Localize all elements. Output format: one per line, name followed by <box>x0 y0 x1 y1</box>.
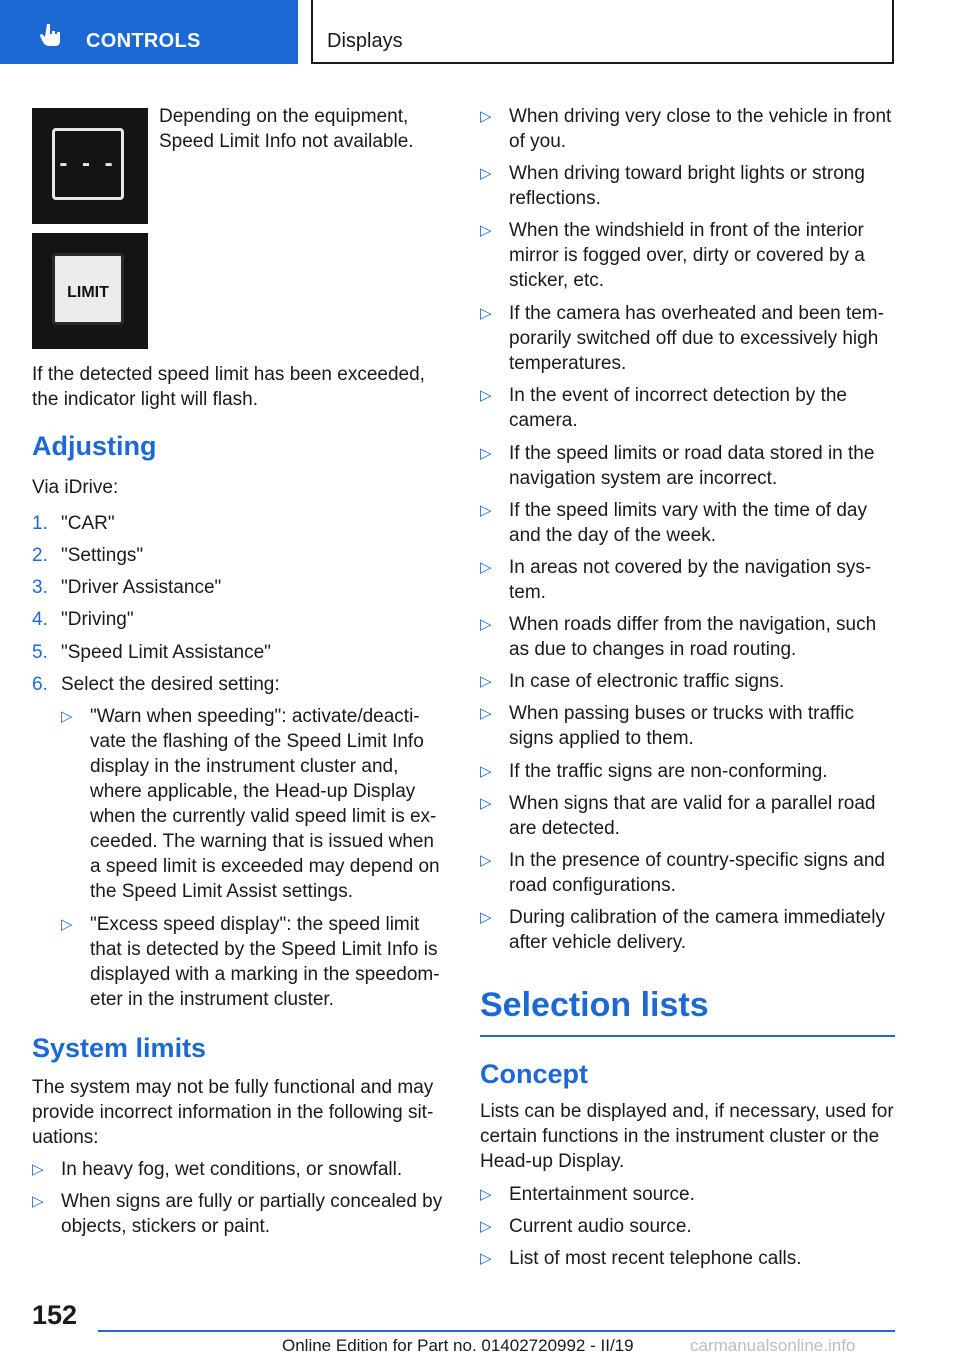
text-line: When signs that are valid for a parallel road <box>509 793 876 814</box>
bullet-triangle-icon: ▷ <box>32 1161 44 1178</box>
text-line: where applicable, the Head-up Display <box>90 781 416 802</box>
limit-text <box>509 104 891 154</box>
text-line: after vehicle delivery. <box>509 932 687 953</box>
bullet-triangle-icon: ▷ <box>480 1250 492 1267</box>
bullet-triangle-icon: ▷ <box>480 1186 492 1203</box>
text-line: and the day of the week. <box>509 525 717 546</box>
bullet-triangle-icon: ▷ <box>32 1193 44 1210</box>
text-line: reflections. <box>509 188 601 209</box>
via-idrive-text: Via iDrive: <box>32 477 119 498</box>
text-line: "Warn when speeding": activate/deacti- <box>90 706 420 727</box>
exceeded-paragraph <box>32 362 444 412</box>
text-line: provide incorrect information in the following sit- <box>32 1102 434 1123</box>
step-number: 6. <box>32 674 48 695</box>
step-number: 1. <box>32 513 48 534</box>
bullet-triangle-icon: ▷ <box>480 559 492 576</box>
bullet-triangle-icon: ▷ <box>480 502 492 519</box>
text-line: eter in the instrument cluster. <box>90 989 334 1010</box>
bullet-triangle-icon: ▷ <box>61 708 73 725</box>
text-line: In areas not covered by the navigation sys- <box>509 557 872 578</box>
text-line: When the windshield in front of the interior <box>509 220 864 241</box>
limit-text <box>61 1157 402 1182</box>
text-line: Head-up Display. <box>480 1151 625 1172</box>
text-line: the indicator light will flash. <box>32 389 258 410</box>
concept-text <box>509 1246 802 1271</box>
text-line: vate the flashing of the Speed Limit Info <box>90 731 424 752</box>
bullet-triangle-icon: ▷ <box>480 705 492 722</box>
step-number: 3. <box>32 577 48 598</box>
bullet-triangle-icon: ▷ <box>480 1218 492 1235</box>
setting-text <box>90 912 440 1012</box>
bullet-triangle-icon: ▷ <box>480 795 492 812</box>
text-line: when the currently valid speed limit is ex- <box>90 806 437 827</box>
step-number: 2. <box>32 545 48 566</box>
step-text: "Speed Limit Assistance" <box>61 642 271 663</box>
limit-text <box>509 791 875 841</box>
limit-text <box>509 301 884 376</box>
no-speed-limit-indicator <box>32 108 148 224</box>
heading-rule <box>480 1035 895 1037</box>
text-line: porarily switched off due to excessively high <box>509 328 879 349</box>
text-line: displayed with a marking in the speedom- <box>90 964 440 985</box>
bullet-triangle-icon: ▷ <box>480 852 492 869</box>
text-line: Speed Limit Info not available. <box>159 131 414 152</box>
bullet-triangle-icon: ▷ <box>480 445 492 462</box>
bullet-triangle-icon: ▷ <box>480 763 492 780</box>
concept-text <box>509 1214 692 1239</box>
text-line: of you. <box>509 131 567 152</box>
text-line: sticker, etc. <box>509 270 605 291</box>
edition-text: Online Edition for Part no. 01402720992 - II/19 <box>282 1336 634 1355</box>
text-line: uations: <box>32 1127 99 1148</box>
concept-heading: Concept <box>480 1059 588 1089</box>
step-text: "Settings" <box>61 545 144 566</box>
bullet-triangle-icon: ▷ <box>480 108 492 125</box>
bullet-triangle-icon: ▷ <box>480 165 492 182</box>
dashes-icon <box>52 128 124 200</box>
footer-rule <box>98 1330 895 1332</box>
text-line: navigation system are incorrect. <box>509 468 778 489</box>
section-title-box <box>311 0 894 64</box>
text-line: Current audio source. <box>509 1216 692 1237</box>
limit-text <box>509 612 876 662</box>
text-line: When signs are fully or partially concealed by <box>61 1191 443 1212</box>
limit-text <box>509 555 871 605</box>
text-line: When driving very close to the vehicle in front <box>509 106 892 127</box>
system-limits-heading: System limits <box>32 1033 207 1063</box>
limit-text <box>509 498 867 548</box>
text-line: If the speed limits or road data stored in the <box>509 443 875 464</box>
bullet-triangle-icon: ▷ <box>61 916 73 933</box>
text-line: Depending on the equipment, <box>159 106 409 127</box>
system-limits-intro <box>32 1075 444 1150</box>
step-text: "Driving" <box>61 609 134 630</box>
text-line: During calibration of the camera immediately <box>509 907 885 928</box>
text-line: When driving toward bright lights or strong <box>509 163 865 184</box>
section-tab-label: CONTROLS <box>86 30 201 52</box>
bullet-triangle-icon: ▷ <box>480 387 492 404</box>
text-line: a speed limit is exceeded may depend on <box>90 856 440 877</box>
text-line: In heavy fog, wet conditions, or snowfall. <box>61 1159 403 1180</box>
section-tab-controls <box>0 0 298 64</box>
text-line: "Excess speed display": the speed limit <box>90 914 420 935</box>
text-line: When passing buses or trucks with traffic <box>509 703 854 724</box>
text-line: In case of electronic traffic signs. <box>509 671 785 692</box>
limit-icon <box>52 253 124 325</box>
text-line: If the speed limits vary with the time of day <box>509 500 867 521</box>
limit-text <box>61 1189 442 1239</box>
section-title: Displays <box>327 30 403 52</box>
step-text: "CAR" <box>61 513 115 534</box>
text-line: In the event of incorrect detection by the <box>509 385 847 406</box>
text-line: Lists can be displayed and, if necessary, used for <box>480 1101 894 1122</box>
text-line: List of most recent telephone calls. <box>509 1248 802 1269</box>
text-line: If the traffic signs are non-conforming. <box>509 761 828 782</box>
bullet-triangle-icon: ▷ <box>480 673 492 690</box>
icon-caption <box>159 104 449 154</box>
setting-text <box>90 704 440 904</box>
text-line: that is detected by the Speed Limit Info is <box>90 939 438 960</box>
bullet-triangle-icon: ▷ <box>480 616 492 633</box>
limit-text <box>509 759 828 784</box>
adjusting-heading: Adjusting <box>32 431 157 461</box>
text-line: as due to changes in road routing. <box>509 639 797 660</box>
text-line: The system may not be fully functional and may <box>32 1077 434 1098</box>
text-line: If the camera has overheated and been tem- <box>509 303 884 324</box>
dashes-symbol: - - - <box>59 150 117 177</box>
limit-text <box>509 383 847 433</box>
text-line: signs applied to them. <box>509 728 694 749</box>
limit-text <box>509 161 865 211</box>
limit-text <box>509 441 874 491</box>
limit-text <box>509 905 885 955</box>
page-number: 152 <box>32 1300 78 1330</box>
limit-text <box>509 669 784 694</box>
text-line: camera. <box>509 410 578 431</box>
pointing-hand-icon <box>38 22 64 48</box>
limit-text <box>509 848 885 898</box>
concept-paragraph <box>480 1099 895 1174</box>
text-line: Entertainment source. <box>509 1184 695 1205</box>
step-text: Select the desired setting: <box>61 674 280 695</box>
limit-label: LIMIT <box>67 284 109 301</box>
text-line: tem. <box>509 582 546 603</box>
text-line: display in the instrument cluster and, <box>90 756 399 777</box>
watermark: carmanualsonline.info <box>690 1336 856 1355</box>
text-line: certain functions in the instrument cluster or the <box>480 1126 880 1147</box>
selection-lists-heading: Selection lists <box>480 986 709 1024</box>
text-line: are detected. <box>509 818 620 839</box>
concept-text <box>509 1182 695 1207</box>
text-line: In the presence of country-specific signs and <box>509 850 885 871</box>
text-line: When roads differ from the navigation, such <box>509 614 877 635</box>
text-line: road configurations. <box>509 875 676 896</box>
text-line: temperatures. <box>509 353 627 374</box>
text-line: objects, stickers or paint. <box>61 1216 271 1237</box>
step-number: 4. <box>32 609 48 630</box>
text-line: mirror is fogged over, dirty or covered by a <box>509 245 865 266</box>
step-number: 5. <box>32 642 48 663</box>
bullet-triangle-icon: ▷ <box>480 222 492 239</box>
bullet-triangle-icon: ▷ <box>480 909 492 926</box>
limit-text <box>509 701 854 751</box>
limit-indicator <box>32 233 148 349</box>
limit-text <box>509 218 865 293</box>
text-line: the Speed Limit Assist settings. <box>90 881 353 902</box>
bullet-triangle-icon: ▷ <box>480 305 492 322</box>
text-line: If the detected speed limit has been exceeded, <box>32 364 425 385</box>
text-line: ceeded. The warning that is issued when <box>90 831 434 852</box>
step-text: "Driver Assistance" <box>61 577 222 598</box>
